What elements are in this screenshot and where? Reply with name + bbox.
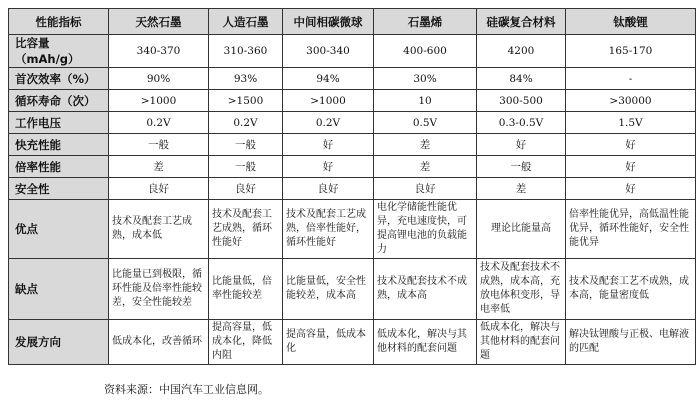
table-row [9,259,696,320]
table-cell: 技术及配套技术不成熟，成本高，充放电体积变形，导电率低 [477,259,566,320]
table-cell: 84% [477,68,566,90]
table-cell: 差 [477,178,566,200]
table-cell: 30% [374,68,477,90]
table-cell: 165-170 [566,35,696,68]
table-cell: 0.5V [374,112,477,134]
header-cell: 性能指标 [9,9,109,35]
table-cell: 良好 [209,178,283,200]
header-cell: 钛酸锂 [566,9,696,35]
table-cell: 电化学储能性能优异，充电速度快，可提高锂电池的负载能力 [374,200,477,259]
table-row [9,320,696,365]
table-cell: 310-360 [209,35,283,68]
table-cell: 技术及配套工艺成熟，循环性能好 [209,200,283,259]
table-cell: 差 [374,134,477,156]
table-row [9,68,696,90]
table-cell: 0.2V [209,112,283,134]
table-cell: 300-340 [283,35,374,68]
table-cell: 一般 [477,156,566,178]
table-row [9,156,696,178]
table-cell: 技术及配套技术不成熟，成本高 [374,259,477,320]
table-row [9,200,696,259]
table-cell: >1000 [283,90,374,112]
table-cell: 好 [283,134,374,156]
table-cell: 340-370 [109,35,209,68]
header-cell: 天然石墨 [109,9,209,35]
header-cell: 石墨烯 [374,9,477,35]
row-label: 循环寿命（次） [9,90,109,112]
table-cell: 10 [374,90,477,112]
anode-material-comparison-table [8,8,696,365]
table-cell: 好 [283,156,374,178]
header-cell: 中间相碳微球 [283,9,374,35]
table-cell: 比能量已到极限，循环性能及倍率性能较差，安全性能较差 [109,259,209,320]
header-cell: 硅碳复合材料 [477,9,566,35]
table-cell: - [566,68,696,90]
row-label: 优点 [9,200,109,259]
table-row [9,35,696,68]
table-cell: 0.2V [283,112,374,134]
comparison-table-container [8,8,695,365]
header-cell: 人造石墨 [209,9,283,35]
row-label: 工作电压 [9,112,109,134]
table-cell: 提高容量，低成本化，降低内阻 [209,320,283,365]
table-cell: 技术及配套工艺不成熟，成本高，能量密度低 [566,259,696,320]
table-cell: 一般 [209,134,283,156]
table-cell: >1000 [109,90,209,112]
table-cell: 4200 [477,35,566,68]
table-cell: 提高容量，低成本化 [283,320,374,365]
table-cell: 差 [374,156,477,178]
source-note: 资料来源：中国汽车工业信息网。 [104,383,269,396]
table-cell: 差 [109,156,209,178]
table-cell: 技术及配套工艺成熟，成本低 [109,200,209,259]
table-cell: 理论比能量高 [477,200,566,259]
table-cell: 良好 [374,178,477,200]
row-label: 快充性能 [9,134,109,156]
table-cell: 低成本化，解决与其他材料的配套问题 [477,320,566,365]
table-cell: 93% [209,68,283,90]
table-cell: 400-600 [374,35,477,68]
row-label: 缺点 [9,259,109,320]
row-label: 安全性 [9,178,109,200]
table-cell: 良好 [283,178,374,200]
table-row [9,90,696,112]
table-cell: 解决钛锂酸与正极、电解液的匹配 [566,320,696,365]
table-cell: 好 [477,134,566,156]
table-cell: 90% [109,68,209,90]
table-row [9,134,696,156]
table-cell: 良好 [109,178,209,200]
table-cell: 一般 [209,156,283,178]
table-cell: 0.3-0.5V [477,112,566,134]
table-cell: 技术及配套工艺成熟，倍率性能好，循环性能好 [283,200,374,259]
row-label: 倍率性能 [9,156,109,178]
table-cell: 倍率性能优异，高低温性能优异，循环性能好，安全性能优异 [566,200,696,259]
table-cell: >1500 [209,90,283,112]
table-row [9,178,696,200]
table-cell: 一般 [109,134,209,156]
table-cell: 比能量低，倍率性能较差 [209,259,283,320]
table-cell: 低成本化，改善循环 [109,320,209,365]
table-row [9,112,696,134]
row-label: 发展方向 [9,320,109,365]
table-cell: 1.5V [566,112,696,134]
table-cell: >30000 [566,90,696,112]
table-cell: 好 [566,178,696,200]
table-cell: 好 [566,134,696,156]
table-cell: 94% [283,68,374,90]
table-cell: 低成本化，解决与其他材料的配套问题 [374,320,477,365]
row-label: 首次效率（%） [9,68,109,90]
table-cell: 比能量低，安全性能较差，成本高 [283,259,374,320]
table-header-row [9,9,696,35]
table-cell: 0.2V [109,112,209,134]
row-label: 比容量（mAh/g） [9,35,109,68]
table-cell: 好 [566,156,696,178]
table-cell: 300-500 [477,90,566,112]
